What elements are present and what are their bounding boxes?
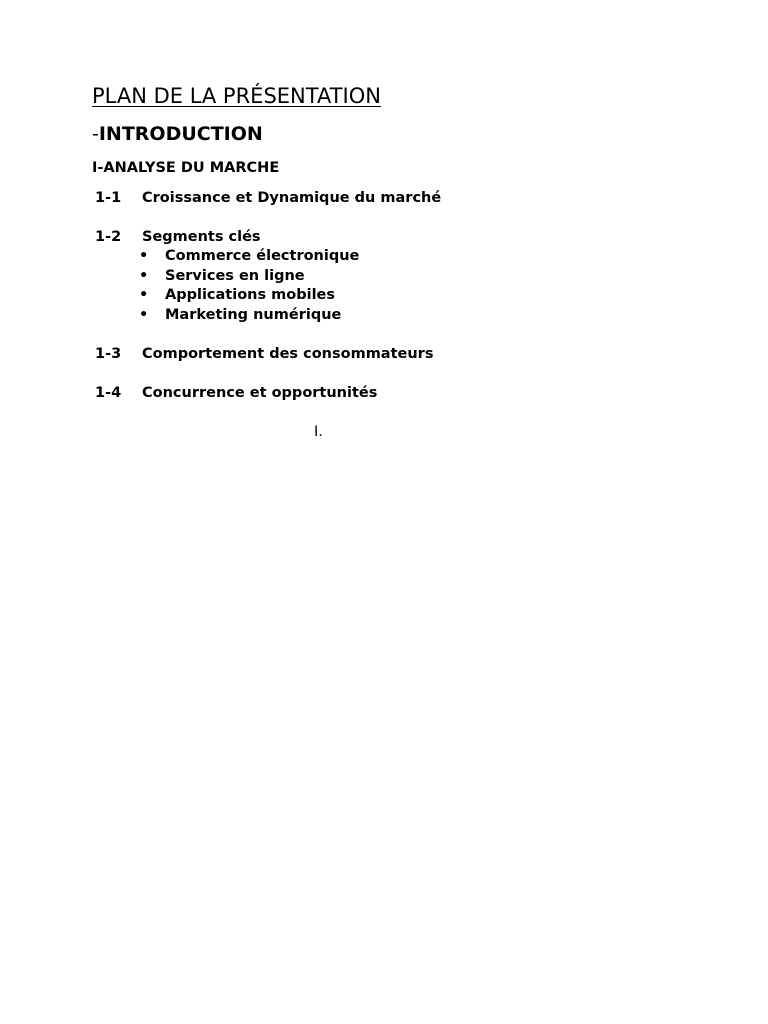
outline-item: [95, 385, 377, 401]
outline-item: [95, 190, 441, 206]
segment-label: Services en ligne: [165, 268, 305, 284]
outline-item-label: Segments clés: [142, 229, 261, 245]
outline-item: [95, 346, 433, 362]
outline-item-number: 1-3: [95, 346, 122, 362]
section-heading: I-ANALYSE DU MARCHE: [92, 160, 280, 176]
page-title: PLAN DE LA PRÉSENTATION: [92, 84, 381, 108]
roman-numeral-marker: I.: [314, 424, 323, 440]
segment-label: Applications mobiles: [165, 287, 336, 303]
outline-item-label: Comportement des consommateurs: [142, 346, 434, 362]
outline-item-number: 1-1: [95, 190, 122, 206]
introduction-dash: -: [92, 123, 99, 145]
introduction-label: INTRODUCTION: [98, 123, 263, 145]
outline-item-label: Croissance et Dynamique du marché: [142, 190, 442, 206]
segment-label: Marketing numérique: [165, 307, 342, 323]
segment-list-item: [139, 287, 335, 303]
bullet-icon: •: [139, 307, 149, 323]
segment-list-item: [139, 268, 305, 284]
outline-item-label: Concurrence et opportunités: [142, 385, 378, 401]
outline-item: [95, 229, 261, 245]
segment-list-item: [139, 307, 341, 323]
segment-label: Commerce électronique: [165, 248, 360, 264]
outline-item-number: 1-2: [95, 229, 122, 245]
bullet-icon: •: [139, 287, 149, 303]
introduction-heading: [92, 123, 263, 145]
segment-list-item: [139, 248, 359, 264]
bullet-icon: •: [139, 248, 149, 264]
bullet-icon: •: [139, 268, 149, 284]
outline-item-number: 1-4: [95, 385, 122, 401]
